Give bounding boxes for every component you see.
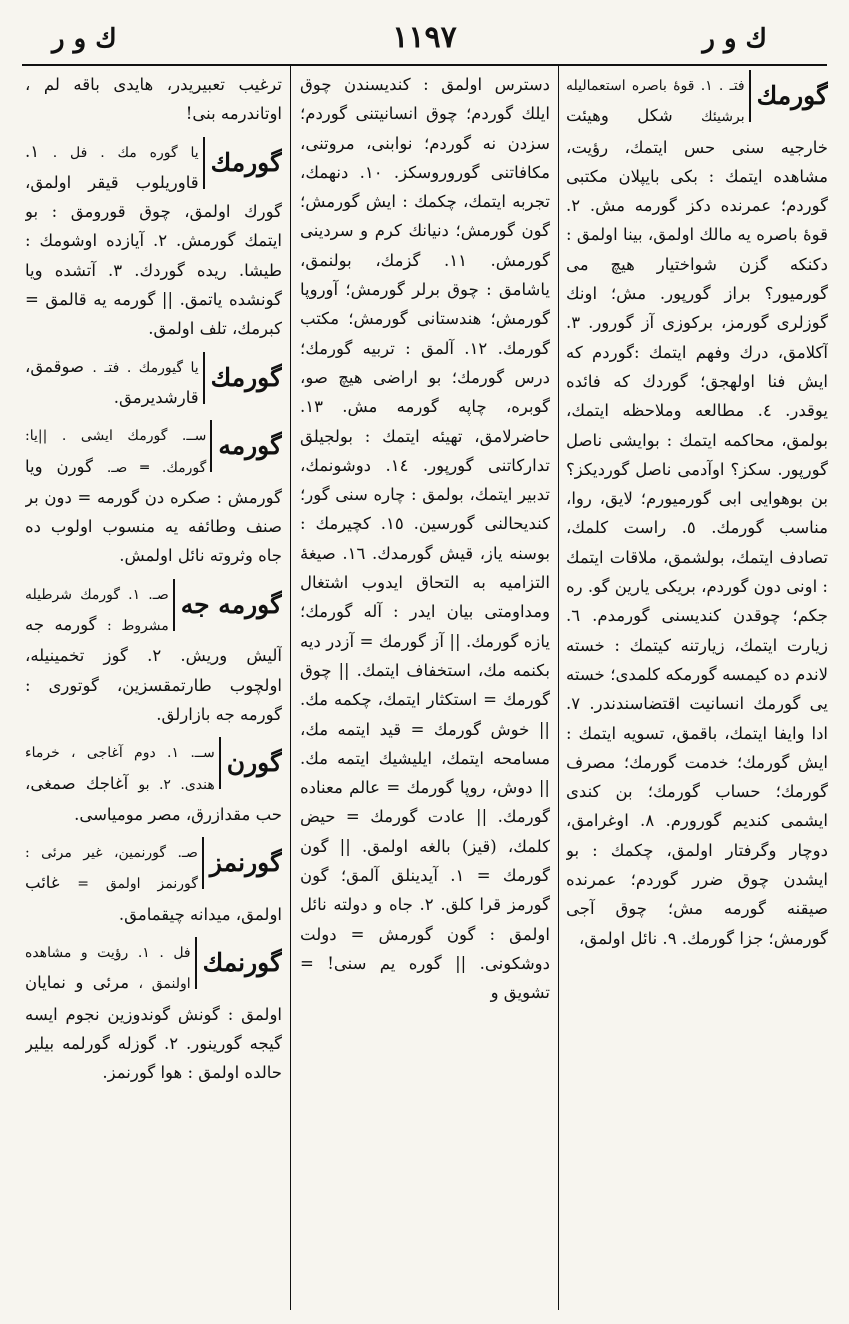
- dictionary-entry: [25, 579, 282, 729]
- entry-definition: ترغيب تعبيريدر، هايدى باقه لم ، اوتاندرمه بنى!: [25, 75, 282, 124]
- dictionary-entry: [25, 837, 282, 929]
- column-middle: [300, 70, 550, 1310]
- dictionary-entry: [566, 70, 828, 953]
- entry-definition: گورن ويا گورمش : صكره دن گورمه = دون بر صنف وطائفه يه منسوب اولوب ده جاه وثروته نائل اولمش.: [25, 456, 282, 566]
- dictionary-entry: [25, 137, 282, 344]
- dictionary-entry: [25, 420, 282, 570]
- entry-grammar: فل . ١. رؤيت و مشاهده اولنمق ،: [25, 945, 191, 993]
- entry-definition: گورمه جه آليش وريش. ٢. گوز تخمينيله، اولچوب طارتمقسزين، گوتورى : گورمه جه بازارلق.: [25, 615, 282, 724]
- dictionary-entry: [300, 70, 550, 1008]
- entry-grammar: صـ. ١. گورمك شرطيله مشروط :: [25, 586, 169, 635]
- entry-grammar: ســ. ١. دوم آغاجى ، خرماء هندى. ٢. بو: [25, 745, 215, 793]
- page-number: ١١٩٧: [392, 20, 457, 55]
- entry-grammar: فتـ . ١. قوهٔ باصره استعماليله برشيئك: [566, 78, 745, 126]
- entry-headword: گورن: [219, 737, 282, 789]
- entry-definition: ١. قاوريلوب قيقر اولمق، گورك اولمق، چوق قورومق : بو ايتمك گورمش. ٢. آيازده اوشومك : طيشا. ريده گوردك. ٣. آتشده ويا گونشده ياتمق. || گورمه يه قالمق = كبرمك، تلف اولمق.: [25, 141, 282, 339]
- entry-grammar: صـ. گورنمين، غير مرئى : گورنمز اولمق =: [25, 845, 198, 893]
- column-divider-right: [558, 66, 559, 1310]
- entry-headword: گورمه: [210, 420, 282, 472]
- column-left: [25, 70, 282, 1310]
- entry-grammar: يا گوره مك . فل .: [52, 144, 199, 161]
- entry-headword: گورنمز: [202, 837, 282, 889]
- entry-headword: گورمك: [749, 70, 828, 122]
- entry-headword: گورمك: [203, 137, 282, 189]
- entry-headword: گورمه جه: [173, 579, 282, 631]
- column-divider-left: [290, 66, 291, 1310]
- entry-definition: شكل وهيئت خارجيه سنى حس ايتمك، رؤيت، مشاهده ايتمك : بكى بايپلان مكتبى گوردم؛ عمرنده دكز گورمه مش. ٢. قوهٔ باصره يه مالك اولمق، بينا اولمق : دكنكه گزن شواختيار هيچ مى گورميور؟ براز گورپور. مش؛ اونك گوزلرى گورمز، بركوزى آز گورور. ٣. آكلامق، درك وفهم ايتمك :گوردم كه ايش فنا اولهجق؛ گوردك كه فائده يوقدر. ٤. مطالعه وملاحظه ايتمك، بولمق، محاكمه ايتمك : بوايشى ناصل گورپور. سكز؟ اوآدمى ناصل گورديكز؟ بن بوهوايى ابى گورميورم؛ لايق، روا، مناسب گورمك. ٥. راست كلمك، تصادف ايتمك، بولشمق، ملاقات ايتمك : اونى دون گوردم، بريكى يارين گو. ره جكم؛ چوقدن كنديسنى گورمدم. ٦. زيارت ايتمك، زيارتنه كيتمك : خسته لاندم ده كيمسه گورمكه كلمدى؛ خسته يى گورمك انسانيت اقتضاسندندر. ٧. ادا وايفا ايتمك، باقمق، تسويه ايتمك : ايش گورمك؛ خدمت گورمك؛ مصرف گورمك؛ حساب گورمك؛ بن كندى ايشمى كنديم گورورم. ٨. اوغرامق، دوچار وگرفتار اولمق، چكمك : بو ايشدن چوق ضرر گوردم؛ عمرنده صيقنه گورمه مش؛ چوق آجى گورمش؛ جزا گورمك. ٩. نائل اولمق،: [566, 106, 828, 948]
- dictionary-entry: [25, 737, 282, 829]
- page-header: [22, 20, 827, 66]
- dictionary-entry: [25, 70, 282, 129]
- entry-grammar: ســ. گورمك ايشى . ||يا: گورمك. ═ صـ.: [25, 428, 207, 476]
- entry-definition: غائب اولمق، ميدانه چيقمامق.: [25, 873, 282, 924]
- entry-definition: دسترس اولمق : كنديسندن چوق ايلك گوردم؛ چوق انسانيتنى گوردم؛ سزدن نه گوردم؛ نوابنى، مروتنى، مكافاتنى گوروروسكز. ١٠. دنهمك، تجربه ايتمك، چكمك : ايش گورمش؛ گون گورمش؛ دنيانك كرم و سردينى گورمش. ١١. گزمك، بولنمق، ياشامق : چوق برلر گورمش؛ آوروپا گورمش؛ هندستانى گورمش؛ مكتب گورمك. ١٢. آلمق : تربيه گورمك؛ درس گورمك؛ بو اراضى هيچ صو، گوبره، چاپه گورمه مش. ١٣. حاضرلامق، تهيئه ايتمك : بولجيلق تداركاتنى گورپور. ١٤. دوشونمك، تدبير ايتمك، بولمق : چاره سنى گور؛ كنديحالنى گورسين. ١٥. كچيرمك : بوسنه ياز، قيش گورمدك. ١٦. صيغهٔ التزاميه به التحاق ايدوب اشتغال ومداومتى بيان ايدر : آله گورمك؛ يازه گورمك. || آز گورمك = آزدر ديه بكنمه مك، استخفاف ايتمك. || چوق گورمك = استكثار ايتمك، چكمه مك. || خوش گورمك = قيد ايتمه مك، مسامحه ايتمك، ايليشيك ايتمه مك. || دوش، روپا گورمك = عالم معناده گورمك. || عادت گورمك = حيض كلمك، (قيز) بالغه اولمق. || گون گورمك = ١. آيدينلق آلمق؛ گون گورمز قرا كلق. ٢. جاه و دولته نائل اولمق : گون گورمش = دولت دوشكونى. || گوره يم سنى! = تشويق و: [300, 75, 550, 1003]
- column-right: [566, 70, 828, 1310]
- entry-grammar: يا گيورمك . فتـ .: [92, 359, 199, 376]
- dictionary-entry: [25, 352, 282, 413]
- entry-definition: مرئى و نمايان اولمق : گونش گوندوزين نجوم ايسه گيجه گورينور. ٢. گوزله گورلمه بيلير حالده اولمق : هوا گورنمز.: [25, 973, 282, 1083]
- left-guide-word: ك و ر: [52, 24, 117, 54]
- dictionary-entry: [25, 937, 282, 1087]
- entry-definition: صوقمق، قارشديرمق.: [25, 356, 199, 407]
- right-guide-word: ك و ر: [702, 24, 767, 54]
- entry-definition: آغاجك صمغى، حب مقدازرق، مصر مومياسى.: [25, 773, 282, 824]
- entry-headword: گورمك: [203, 352, 282, 404]
- entry-headword: گورنمك: [195, 937, 282, 989]
